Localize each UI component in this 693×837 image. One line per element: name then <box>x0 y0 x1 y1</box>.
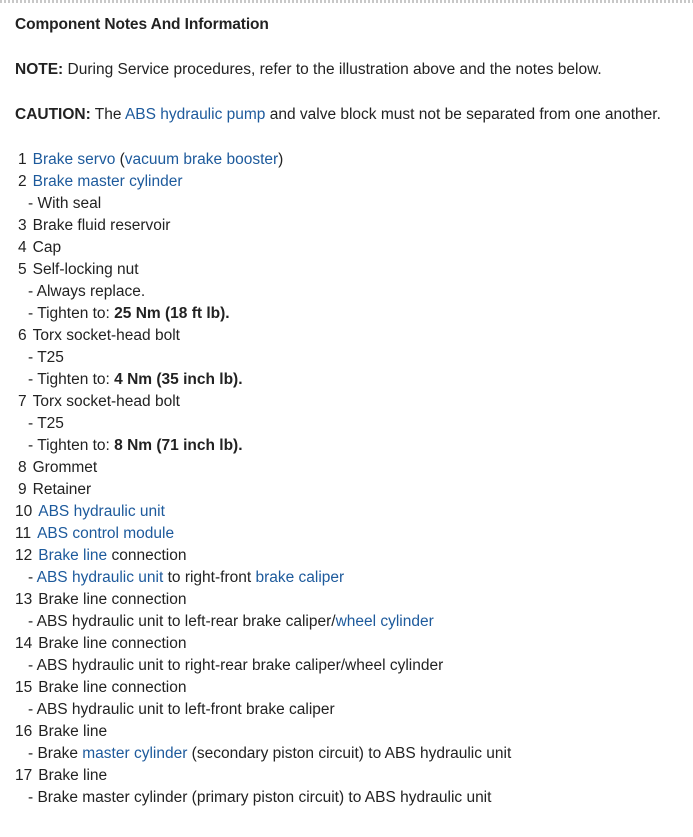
item-text: - <box>28 569 37 586</box>
item-text: - Brake master cylinder (primary piston circuit) to ABS hydraulic unit <box>28 789 492 806</box>
list-item <box>15 545 685 567</box>
component-link[interactable]: wheel cylinder <box>335 613 434 630</box>
item-text: ) <box>278 151 284 168</box>
item-text: - Brake <box>28 745 83 762</box>
item-text: (secondary piston circuit) to ABS hydraulic unit <box>187 745 512 762</box>
item-number: 16 <box>15 723 33 740</box>
item-text: - With seal <box>28 195 102 212</box>
caution-text-pre: The <box>90 106 125 123</box>
item-number: 9 <box>18 481 27 498</box>
list-item <box>15 457 685 479</box>
item-text: to right-front <box>163 569 256 586</box>
caution-text-post: and valve block must not be separated from one another. <box>265 106 661 123</box>
list-subitem <box>15 655 685 677</box>
item-text: Grommet <box>32 459 98 476</box>
item-number: 1 <box>18 151 27 168</box>
component-link[interactable]: Brake servo <box>32 151 116 168</box>
section-heading: Component Notes And Information <box>15 16 269 33</box>
item-text: - Tighten to: <box>28 437 115 454</box>
abs-hydraulic-pump-link[interactable]: ABS hydraulic pump <box>124 106 266 123</box>
component-link[interactable]: Brake master cylinder <box>32 173 183 190</box>
list-item <box>15 501 685 523</box>
item-number: 5 <box>18 261 27 278</box>
note-label: NOTE: <box>15 61 64 78</box>
list-subitem <box>15 743 685 765</box>
top-dotted-border <box>0 0 693 3</box>
item-text: Torx socket-head bolt <box>32 327 180 344</box>
list-subitem <box>15 413 685 435</box>
list-subitem <box>15 193 685 215</box>
note-paragraph <box>15 59 685 81</box>
component-notes-section <box>15 14 685 809</box>
item-text: Brake fluid reservoir <box>32 217 171 234</box>
list-subitem <box>15 699 685 721</box>
item-text: connection <box>107 547 187 564</box>
item-text: Brake line <box>38 767 108 784</box>
caution-label: CAUTION: <box>15 106 91 123</box>
list-item <box>15 171 685 193</box>
item-number: 14 <box>15 635 33 652</box>
component-link[interactable]: brake caliper <box>255 569 345 586</box>
torque-value: 4 Nm (35 inch lb). <box>114 371 243 388</box>
list-subitem <box>15 567 685 589</box>
caution-paragraph <box>15 104 685 126</box>
item-text: Retainer <box>32 481 92 498</box>
item-text: - T25 <box>28 349 64 366</box>
list-item <box>15 237 685 259</box>
item-number: 2 <box>18 173 27 190</box>
list-subitem <box>15 611 685 633</box>
component-link[interactable]: vacuum brake booster <box>124 151 279 168</box>
component-link[interactable]: ABS hydraulic unit <box>36 569 164 586</box>
torque-value: 8 Nm (71 inch lb). <box>114 437 243 454</box>
component-link[interactable]: master cylinder <box>82 745 188 762</box>
list-item <box>15 721 685 743</box>
item-number: 11 <box>15 525 32 542</box>
item-text: - Tighten to: <box>28 305 115 322</box>
item-number: 6 <box>18 327 27 344</box>
item-number: 7 <box>18 393 27 410</box>
item-text: - ABS hydraulic unit to right-rear brake caliper/wheel cylinder <box>28 657 444 674</box>
list-item <box>15 589 685 611</box>
item-number: 10 <box>15 503 33 520</box>
list-item <box>15 149 685 171</box>
list-item <box>15 259 685 281</box>
item-text: Cap <box>32 239 62 256</box>
list-item <box>15 633 685 655</box>
note-text: During Service procedures, refer to the illustration above and the notes below. <box>63 61 602 78</box>
list-subitem <box>15 303 685 325</box>
list-item <box>15 765 685 787</box>
torque-value: 25 Nm (18 ft lb). <box>114 305 230 322</box>
component-link[interactable]: Brake line <box>38 547 108 564</box>
list-subitem <box>15 347 685 369</box>
item-text: Torx socket-head bolt <box>32 393 180 410</box>
list-subitem <box>15 435 685 457</box>
list-item <box>15 479 685 501</box>
item-text: Brake line <box>38 723 108 740</box>
item-text: - ABS hydraulic unit to left-front brake caliper <box>28 701 335 718</box>
item-text: Brake line connection <box>38 591 187 608</box>
item-text: Self-locking nut <box>32 261 139 278</box>
item-number: 15 <box>15 679 33 696</box>
list-subitem <box>15 787 685 809</box>
item-number: 8 <box>18 459 27 476</box>
component-link[interactable]: ABS hydraulic unit <box>38 503 165 520</box>
item-text: Brake line connection <box>38 679 187 696</box>
item-number: 3 <box>18 217 27 234</box>
list-item <box>15 215 685 237</box>
list-item <box>15 677 685 699</box>
item-number: 12 <box>15 547 33 564</box>
component-link[interactable]: ABS control module <box>37 525 175 542</box>
list-item <box>15 391 685 413</box>
list-subitem <box>15 281 685 303</box>
item-number: 4 <box>18 239 27 256</box>
item-number: 13 <box>15 591 33 608</box>
item-text: - Tighten to: <box>28 371 115 388</box>
list-item <box>15 523 685 545</box>
item-text: Brake line connection <box>38 635 187 652</box>
item-text: - T25 <box>28 415 64 432</box>
list-item <box>15 325 685 347</box>
list-subitem <box>15 369 685 391</box>
item-text: ( <box>115 151 125 168</box>
item-text: - Always replace. <box>28 283 146 300</box>
component-list <box>15 149 685 809</box>
item-text: - ABS hydraulic unit to left-rear brake caliper/ <box>28 613 336 630</box>
item-number: 17 <box>15 767 33 784</box>
